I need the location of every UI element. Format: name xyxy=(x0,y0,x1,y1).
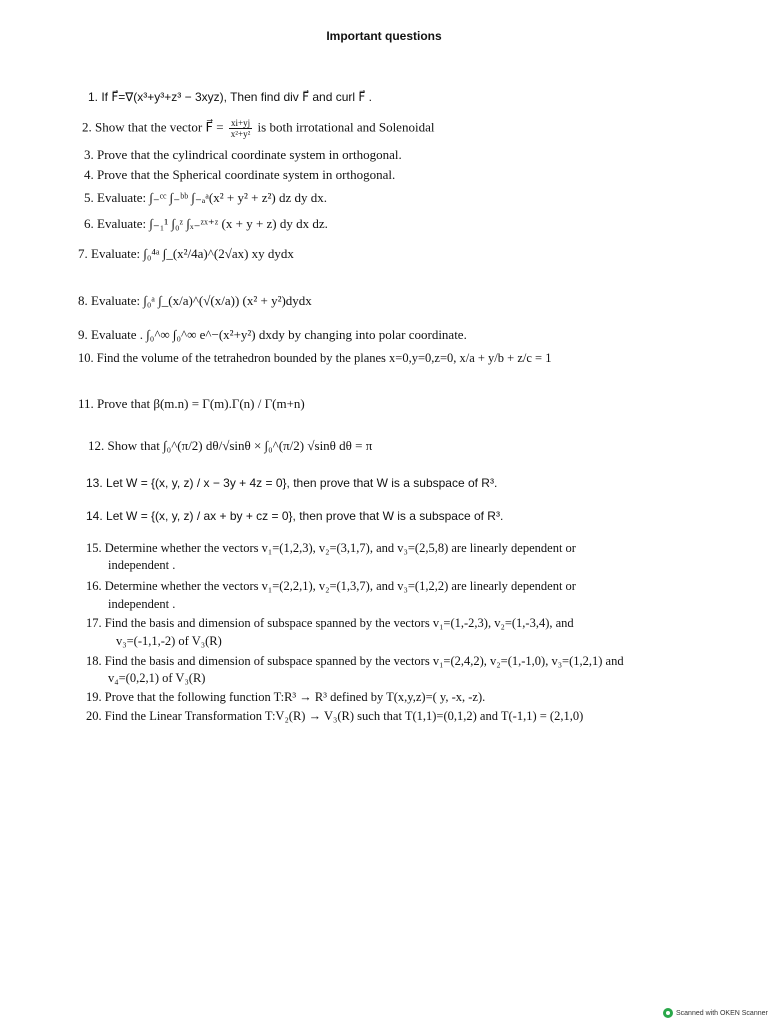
question-2-denominator: x²+y² xyxy=(230,129,251,139)
question-2-suffix: is both irrotational and Solenoidal xyxy=(257,119,435,135)
question-15-line-2: independent . xyxy=(108,558,176,572)
question-17-line-1: 17. Find the basis and dimension of subspace spanned by the vectors v₁=(1,-2,3), v₂=(1,-3,4), and xyxy=(86,616,574,630)
question-11: 11. Prove that β(m.n) = Γ(m).Γ(n) / Γ(m+n) xyxy=(78,396,305,411)
question-16-line-1: 16. Determine whether the vectors v₁=(2,2,1), v₂=(1,3,7), and v₃=(1,2,2) are linearly dependent or xyxy=(86,579,576,593)
question-2-numerator: xi+yj xyxy=(231,118,251,128)
page-title: Important questions xyxy=(326,29,442,43)
question-6: 6. Evaluate: ∫₋₁¹ ∫₀ᶻ ∫ₓ₋ᶻˣ⁺ᶻ (x + y + z) dy dx dz. xyxy=(84,216,328,231)
question-15-line-1: 15. Determine whether the vectors v₁=(1,2,3), v₂=(3,1,7), and v₃=(2,5,8) are linearly dependent or xyxy=(86,541,576,555)
question-9: 9. Evaluate . ∫₀^∞ ∫₀^∞ e^−(x²+y²) dxdy by changing into polar coordinate. xyxy=(78,327,467,342)
scanner-watermark-text: Scanned with OKEN Scanner xyxy=(676,1009,768,1017)
question-2 xyxy=(82,118,434,139)
question-2-fraction xyxy=(229,118,252,139)
question-13: 13. Let W = {(x, y, z) / x − 3y + 4z = 0}, then prove that W is a subspace of R³. xyxy=(86,476,498,490)
question-5: 5. Evaluate: ∫₋ᶜᶜ ∫₋ᵇᵇ ∫₋ₐᵃ(x² + y² + z²) dz dy dx. xyxy=(84,190,327,205)
question-18-line-2: v₄=(0,2,1) of V₃(R) xyxy=(108,671,206,685)
question-1: 1. If F⃗=∇(x³+y³+z³ − 3xyz), Then find div F⃗ and curl F⃗ . xyxy=(88,90,372,104)
question-14: 14. Let W = {(x, y, z) / ax + by + cz = 0}, then prove that W is a subspace of R³. xyxy=(86,509,504,523)
question-2-prefix: 2. Show that the vector F⃗ = xyxy=(82,119,224,135)
scanner-watermark xyxy=(663,1008,768,1018)
scanner-logo-icon xyxy=(663,1008,673,1018)
question-18-line-1: 18. Find the basis and dimension of subspace spanned by the vectors v₁=(2,4,2), v₂=(1,-1,0), v₃=(1,2,1) and xyxy=(86,654,624,668)
question-4: 4. Prove that the Spherical coordinate system in orthogonal. xyxy=(84,167,396,182)
question-12: 12. Show that ∫₀^(π/2) dθ/√sinθ × ∫₀^(π/2) √sinθ dθ = π xyxy=(88,438,373,453)
question-17-line-2: v₃=(-1,1,-2) of V₃(R) xyxy=(116,634,222,648)
question-10: 10. Find the volume of the tetrahedron bounded by the planes x=0,y=0,z=0, x/a + y/b + z/c = 1 xyxy=(78,351,552,365)
question-8: 8. Evaluate: ∫₀ᵃ ∫_(x/a)^(√(x/a)) (x² + y²)dydx xyxy=(78,293,312,308)
question-3: 3. Prove that the cylindrical coordinate system in orthogonal. xyxy=(84,147,402,162)
question-20: 20. Find the Linear Transformation T:V₂(R) → V₃(R) such that T(1,1)=(0,1,2) and T(-1,1) = (2,1,0) xyxy=(86,709,584,723)
question-19: 19. Prove that the following function T:R³ → R³ defined by T(x,y,z)=( y, -x, -z). xyxy=(86,690,486,704)
question-16-line-2: independent . xyxy=(108,597,176,611)
question-7: 7. Evaluate: ∫₀⁴ᵃ ∫_(x²/4a)^(2√ax) xy dydx xyxy=(78,246,294,261)
